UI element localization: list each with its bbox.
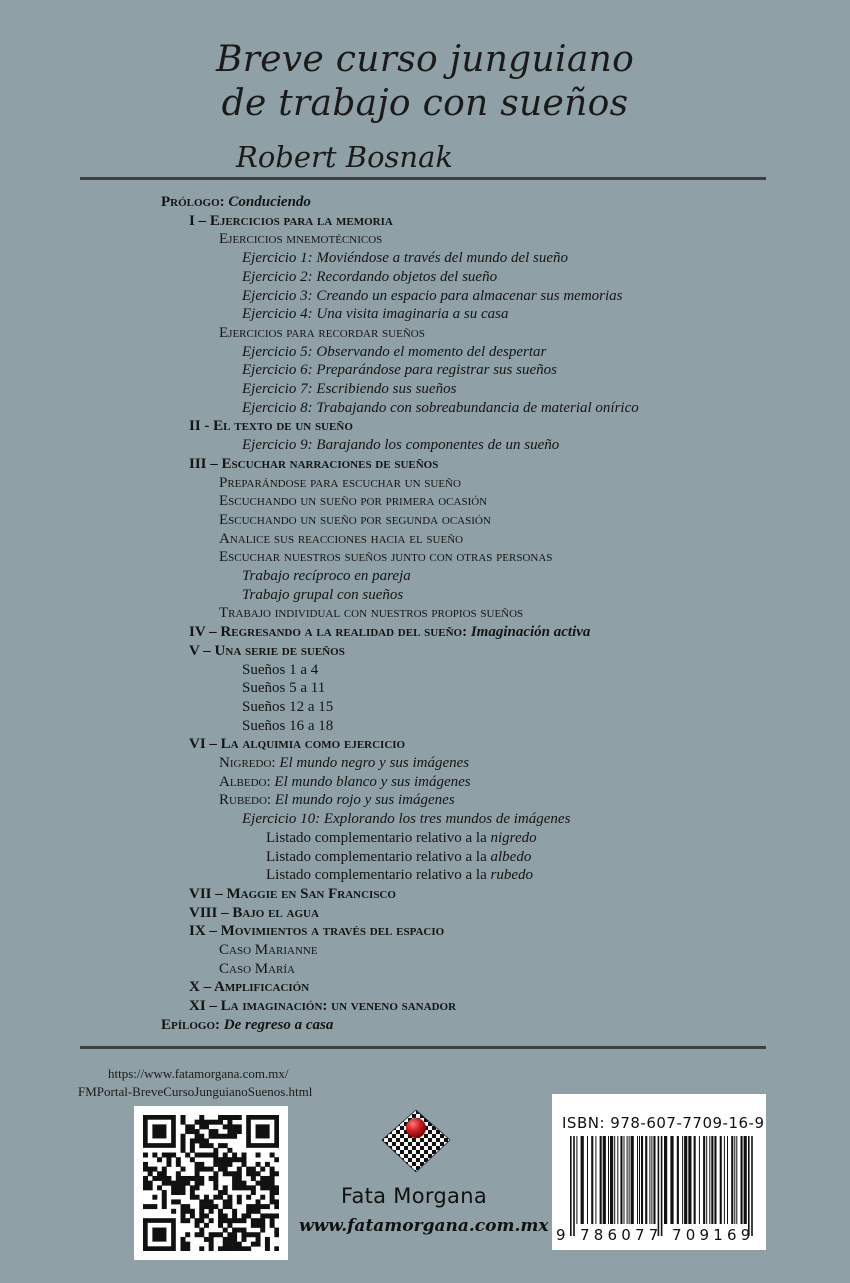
toc-entry-text: Ejercicio 4: Una visita imaginaria a su casa — [242, 306, 509, 323]
toc-entry — [242, 305, 509, 323]
publisher-logo-icon — [380, 1106, 452, 1176]
toc-entry — [189, 212, 393, 230]
toc-entry-text: Rubedo: — [219, 792, 272, 809]
toc-entry-text: Escuchando un sueño por segunda ocasión — [219, 511, 491, 528]
toc-entry-text: Ejercicio 5: Observando el momento del despertar — [242, 343, 547, 360]
toc-entry-text: Escuchando un sueño por primera ocasión — [219, 493, 488, 510]
toc-entry — [189, 642, 345, 660]
toc-entry — [189, 455, 438, 473]
publisher-website[interactable]: www.fatamorgana.com.mx — [299, 1216, 549, 1236]
toc-entry-text: Trabajo individual con nuestros propios sueños — [219, 605, 524, 622]
toc-entry — [161, 1016, 333, 1034]
toc-entry-text: VI – La alquimia como ejercicio — [189, 736, 406, 753]
toc-entry — [242, 249, 568, 267]
toc-entry — [242, 717, 333, 735]
toc-entry — [219, 960, 295, 978]
toc-entry — [242, 698, 333, 716]
toc-entry — [219, 941, 318, 959]
toc-entry-text: Listado complementario relativo a la — [266, 867, 491, 884]
toc-entry — [219, 474, 461, 492]
toc-entry-text: albedo — [490, 848, 532, 865]
toc-entry — [242, 268, 497, 286]
toc-entry-text: IX – Movimientos a través del espacio — [189, 923, 445, 940]
barcode-digits-right: 709169 — [672, 1226, 755, 1244]
toc-entry — [189, 885, 396, 903]
toc-entry-text: Caso María — [219, 960, 295, 977]
toc-entry — [242, 436, 559, 454]
toc-entry-text: VII – Maggie en San Francisco — [189, 885, 396, 902]
book-url-line-1[interactable]: https://www.fatamorgana.com.mx/ — [108, 1066, 289, 1081]
toc-entry-text: I – Ejercicios para la memoria — [189, 212, 393, 229]
toc-entry-text: Epílogo: — [161, 1016, 221, 1033]
isbn-label: ISBN: 978-607-7709-16-9 — [562, 1114, 765, 1132]
toc-entry-text: El mundo rojo y sus imágenes — [271, 792, 455, 809]
toc-entry — [242, 399, 639, 417]
toc-entry-text: Imaginación activa — [467, 624, 591, 641]
toc-entry — [219, 230, 382, 248]
toc-entry — [189, 904, 319, 922]
publisher-name: Fata Morgana — [341, 1184, 488, 1208]
toc-entry-text: XI – La imaginación: un veneno sanador — [189, 998, 457, 1015]
toc-entry-text: Preparándose para escuchar un sueño — [219, 474, 461, 491]
toc-entry-text: IV – Regresando a la realidad del sueño: — [189, 624, 468, 641]
toc-entry-text: Ejercicio 9: Barajando los componentes de un sueño — [242, 437, 560, 454]
toc-entry-text: Trabajo recíproco en pareja — [242, 568, 411, 584]
toc-entry — [242, 343, 546, 361]
toc-entry — [242, 287, 623, 305]
toc-entry-text: nigredo — [490, 829, 537, 846]
book-url-line-2[interactable]: FMPortal-BreveCursoJunguianoSuenos.html — [78, 1084, 313, 1099]
toc-entry — [242, 380, 456, 398]
toc-entry — [189, 417, 353, 435]
toc-entry-text: V – Una serie de sueños — [189, 642, 345, 659]
toc-entry-text: El mundo blanco y sus imágenes — [270, 773, 471, 790]
toc-entry-text: El mundo negro y sus imágenes — [275, 755, 470, 771]
toc-entry — [189, 922, 444, 940]
toc-entry-text: VIII – Bajo el agua — [189, 904, 319, 921]
toc-entry-text: Nigredo: — [219, 755, 276, 771]
toc-entry — [219, 791, 455, 809]
toc-entry — [189, 978, 309, 996]
toc-entry-text: Prólogo: — [161, 194, 225, 210]
toc-entry — [219, 604, 523, 622]
book-author: Robert Bosnak — [236, 140, 453, 174]
toc-entry-text: Listado complementario relativo a la — [266, 829, 491, 846]
toc-entry — [189, 997, 456, 1015]
toc-entry — [219, 530, 463, 548]
toc-entry-text: Ejercicio 3: Creando un espacio para almacenar sus memorias — [242, 287, 623, 304]
toc-entry-text: Sueños 5 a 11 — [242, 680, 326, 697]
toc-entry-text: Ejercicio 6: Preparándose para registrar sus sueños — [242, 362, 557, 379]
toc-entry — [189, 735, 405, 753]
toc-entry-text: Sueños 16 a 18 — [242, 717, 334, 734]
toc-entry-text: Listado complementario relativo a la — [266, 848, 491, 865]
toc-entry-text: Trabajo grupal con sueños — [242, 586, 404, 603]
toc-entry — [266, 829, 537, 847]
book-title-line-2: de trabajo con sueños — [221, 83, 629, 124]
toc-entry — [219, 511, 491, 529]
toc-entry — [242, 810, 570, 828]
toc-entry-text: rubedo — [490, 867, 534, 884]
toc-entry — [242, 361, 557, 379]
toc-entry-text: Albedo: — [219, 773, 271, 790]
toc-entry-text: Escuchar nuestros sueños junto con otras personas — [219, 549, 553, 566]
toc-entry-text: Ejercicio 8: Trabajando con sobreabundancia de material onírico — [242, 399, 639, 416]
toc-entry-text: Ejercicio 7: Escribiendo sus sueños — [242, 381, 457, 397]
toc-entry-text: II - El texto de un sueño — [189, 418, 353, 435]
toc-entry — [242, 679, 325, 697]
bottom-divider — [80, 1046, 766, 1049]
toc-entry-text: Conduciendo — [224, 194, 311, 210]
toc-entry — [189, 623, 590, 641]
toc-entry-text: Ejercicios mnemotécnicos — [219, 231, 383, 248]
barcode-digit-first: 9 — [556, 1226, 566, 1244]
toc-entry-text: Ejercicio 10: Explorando los tres mundos de imágenes — [242, 811, 571, 828]
book-title-line-1: Breve curso junguiano — [215, 39, 635, 80]
barcode-digits-left: 786077 — [580, 1226, 663, 1244]
toc-entry — [242, 661, 318, 679]
toc-entry-text: III – Escuchar narraciones de sueños — [189, 455, 439, 472]
toc-entry-text: Sueños 12 a 15 — [242, 698, 334, 715]
toc-entry — [219, 773, 471, 791]
toc-entry-text: De regreso a casa — [220, 1016, 334, 1033]
book-title — [0, 38, 850, 126]
top-divider — [80, 177, 766, 180]
toc-entry-text: Sueños 1 a 4 — [242, 661, 319, 678]
toc-entry — [242, 567, 411, 585]
qr-code — [134, 1106, 288, 1260]
toc-entry — [219, 754, 469, 772]
toc-entry — [266, 866, 533, 884]
toc-entry — [266, 848, 531, 866]
toc-entry-text: Ejercicios para recordar sueños — [219, 324, 425, 341]
toc-entry-text: Analice sus reacciones hacia el sueño — [219, 530, 464, 547]
toc-entry — [242, 586, 403, 604]
toc-entry-text: X – Amplificación — [189, 979, 310, 996]
toc-entry — [219, 492, 487, 510]
isbn-barcode — [552, 1094, 766, 1250]
toc-entry-text: Caso Marianne — [219, 942, 318, 958]
toc-entry-text: Ejercicio 1: Moviéndose a través del mundo del sueño — [242, 250, 569, 267]
toc-entry-text: Ejercicio 2: Recordando objetos del sueño — [242, 268, 498, 285]
toc-entry — [161, 193, 311, 211]
toc-entry — [219, 324, 425, 342]
toc-entry — [219, 548, 552, 566]
